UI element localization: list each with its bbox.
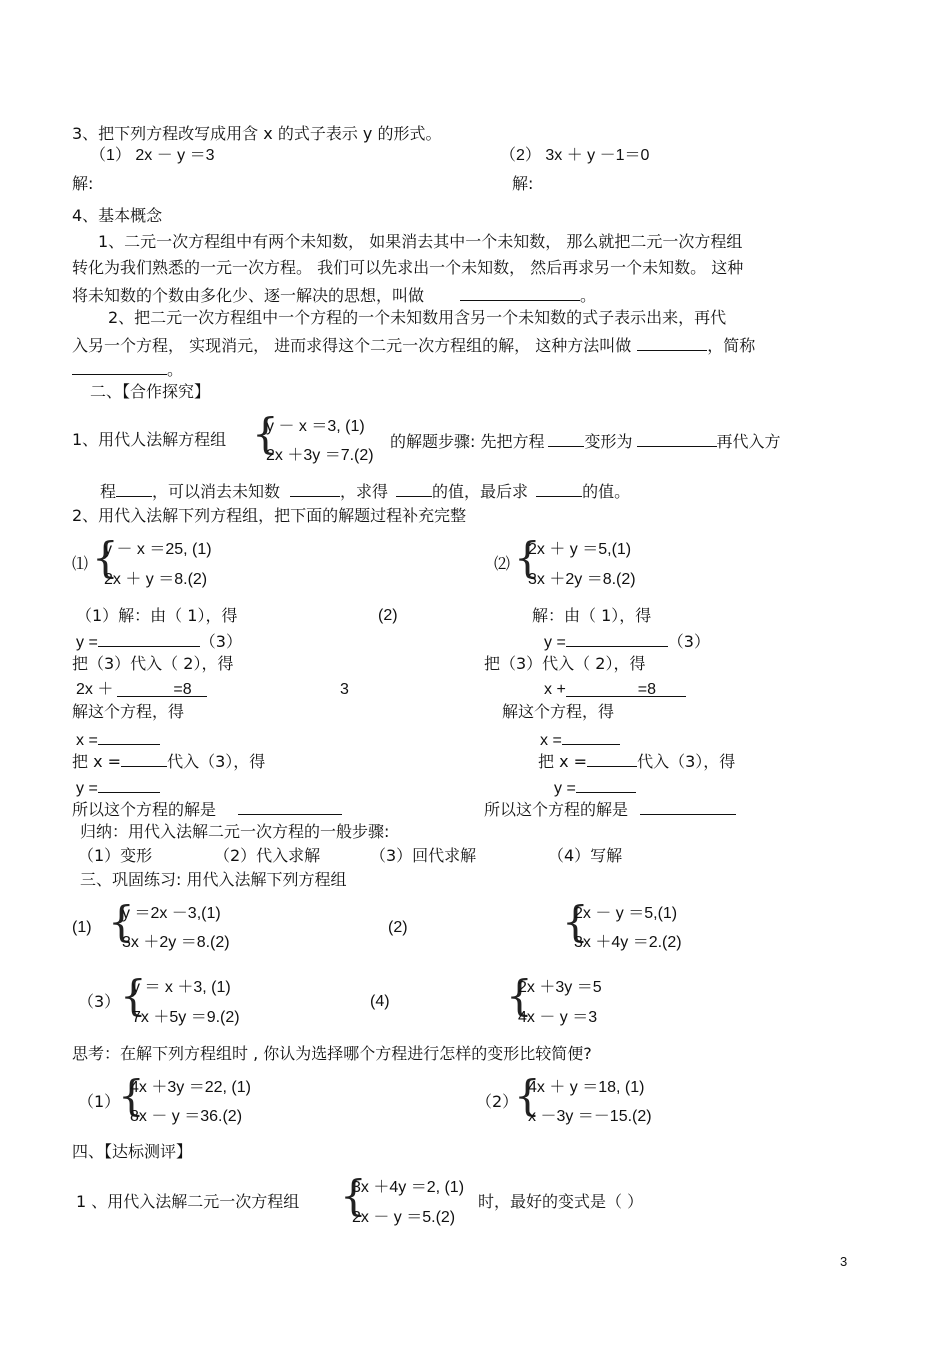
- blank[interactable]: [238, 798, 342, 815]
- brace-icon: {: [252, 409, 279, 458]
- q4-para2-line2: 入另一个方程， 实现消元， 进而求得这个二元一次方程组的解， 这种方法叫做 ，简称: [72, 336, 756, 355]
- think-p2-eq2: x －3y ＝－15.(2): [528, 1108, 652, 1125]
- blank[interactable]: [548, 430, 584, 447]
- blank[interactable]: [98, 776, 160, 793]
- q3-problem-1: （1） 2x － y ＝3: [90, 147, 215, 164]
- sec2-q1-text: 的解题步骤: 先把方程 变形为 再代入方: [390, 432, 781, 451]
- page-number: 3: [840, 1254, 848, 1269]
- section-4-title: 四、【达标测评】: [72, 1142, 193, 1161]
- left-step-8: y =: [76, 776, 160, 799]
- blank-expression[interactable]: =8: [117, 680, 207, 697]
- blank[interactable]: [587, 750, 637, 767]
- sec4-q1-eq2: 2x － y ＝5.(2): [352, 1209, 456, 1226]
- right-step-8: y =: [554, 776, 636, 799]
- q3-solution-2: 解:: [512, 174, 534, 193]
- q3-solution-1: 解:: [72, 174, 94, 193]
- sec2-q1-label: 1、用代人法解方程组: [72, 430, 227, 449]
- sec2-q2-title: 2、用代入法解下列方程组，把下面的解题过程补充完整: [72, 506, 467, 525]
- summary: 归纳：用代入法解二元一次方程的一般步骤:: [80, 822, 390, 841]
- right-step-9: 所以这个方程的解是: [484, 798, 736, 820]
- mid-label-2: (2): [378, 607, 398, 624]
- sec3-p4-label: (4): [370, 993, 390, 1010]
- brace-icon: {: [514, 1071, 541, 1120]
- sec3-p4-eq2: 4x － y ＝3: [518, 1009, 598, 1026]
- think-p2-label: （2）: [476, 1092, 519, 1111]
- think-p1-eq1: 4x ＋3y ＝22, (1): [130, 1079, 251, 1096]
- blank[interactable]: [290, 480, 340, 497]
- q4-para1-line1: 1、二元一次方程组中有两个未知数， 如果消去其中一个未知数， 那么就把二元一次方程组: [98, 232, 743, 251]
- sec2-left-label: ⑴: [72, 554, 89, 573]
- q3-title: 3、把下列方程改写成用含 x 的式子表示 y 的形式。: [72, 124, 442, 143]
- q4-para2-line1: 2、把二元一次方程组中一个方程的一个未知数用含另一个未知数的式子表示出来，再代: [108, 308, 727, 327]
- right-step-7: 把 x = 代入（3），得: [538, 752, 736, 771]
- sec3-p3-eq2: 7x ＋5y ＝9.(2): [132, 1009, 240, 1026]
- brace-icon: {: [514, 533, 541, 582]
- sec2-q1-line2: 程 ，可以消去未知数 ，求得 的值，最后求 的值。: [100, 482, 631, 501]
- sec4-q1-label: 1 、用代入法解二元一次方程组: [76, 1192, 300, 1211]
- blank[interactable]: [562, 728, 620, 745]
- blank[interactable]: [98, 728, 160, 745]
- left-step-2: y = （3）: [76, 632, 242, 651]
- sec4-q1-tail: 时，最好的变式是（ ）: [478, 1192, 644, 1211]
- blank[interactable]: [566, 630, 668, 647]
- step-4: （4）写解: [548, 846, 623, 865]
- think-title: 思考：在解下列方程组时 , 你认为选择哪个方程进行怎样的变形比较简便?: [72, 1044, 592, 1063]
- right-step-1: 解：由（ 1），得: [532, 606, 652, 625]
- step-2: （2）代入求解: [214, 846, 321, 865]
- blank[interactable]: [576, 776, 636, 793]
- q4-para1-line3: 将未知数的个数由多化少、逐一解决的思想，叫做 。: [72, 286, 597, 305]
- sec2-left-eq2: 2x ＋ y ＝8.(2): [104, 571, 208, 588]
- sec3-p2-eq2: 3x ＋4y ＝2.(2): [574, 934, 682, 951]
- think-p2-eq1: 4x ＋ y ＝18, (1): [528, 1079, 645, 1096]
- q4-para1-line2: 转化为我们熟悉的一元一次方程。 我们可以先求出一个未知数， 然后再求另一个未知数。 这种: [72, 258, 744, 277]
- sec3-p1-label: (1): [72, 919, 92, 936]
- brace-icon: {: [120, 971, 147, 1020]
- sec2-right-label: ⑵: [494, 554, 511, 573]
- blank[interactable]: [121, 750, 167, 767]
- sec3-p2-eq1: 2x － y ＝5,(1): [574, 905, 678, 922]
- blank[interactable]: [72, 358, 167, 375]
- blank[interactable]: [396, 480, 432, 497]
- left-step-7: 把 x = 代入（3），得: [72, 752, 266, 771]
- right-step-3: 把（3）代入（ 2），得: [484, 654, 646, 673]
- think-p1-eq2: 8x － y ＝36.(2): [130, 1108, 243, 1125]
- sec2-q1-eq2: 2x ＋3y ＝7.(2): [266, 447, 374, 464]
- blank[interactable]: [116, 480, 152, 497]
- sec4-q1-eq1: 3x ＋4y ＝2, (1): [352, 1179, 465, 1196]
- brace-icon: {: [506, 971, 533, 1020]
- brace-icon: {: [562, 897, 589, 946]
- right-step-5: 解这个方程，得: [502, 702, 615, 721]
- section-2-title: 二、【合作探究】: [90, 382, 211, 401]
- left-step-1: （1）解：由（ 1），得: [76, 606, 238, 625]
- blank[interactable]: [640, 798, 736, 815]
- brace-icon: {: [118, 1071, 145, 1120]
- brace-icon: {: [340, 1171, 367, 1220]
- brace-icon: {: [92, 533, 119, 582]
- sec3-p1-eq1: y ＝2x －3,(1): [122, 905, 221, 922]
- sec2-q1-eq1: y － x ＝3, (1): [266, 418, 365, 435]
- left-step-9: 所以这个方程的解是: [72, 798, 342, 820]
- sec2-right-eq1: 2x ＋ y ＝5,(1): [528, 541, 632, 558]
- left-step-6: x =: [76, 728, 160, 751]
- q4-para2-line3: 。: [72, 358, 183, 380]
- sec3-p2-label: (2): [388, 919, 408, 936]
- step-3: （3）回代求解: [370, 846, 477, 865]
- blank[interactable]: [637, 430, 717, 447]
- step-1: （1）变形: [78, 846, 153, 865]
- sec3-p3-eq1: y ＝ x ＋3, (1): [132, 979, 231, 996]
- section-3-title: 三、巩固练习: 用代入法解下列方程组: [80, 870, 347, 889]
- left-step-5: 解这个方程，得: [72, 702, 185, 721]
- sec2-left-eq1: y － x ＝25, (1): [104, 541, 212, 558]
- left-step-3: 把（3）代入（ 2），得: [72, 654, 234, 673]
- right-step-4: x + =8: [544, 680, 686, 700]
- brace-icon: {: [108, 897, 135, 946]
- sec3-p1-eq2: 3x ＋2y ＝8.(2): [122, 934, 230, 951]
- q4-title: 4、基本概念: [72, 206, 163, 225]
- mid-label-3: 3: [340, 681, 349, 698]
- sec2-right-eq2: 3x ＋2y ＝8.(2): [528, 571, 636, 588]
- blank[interactable]: [460, 284, 580, 301]
- sec3-p4-eq1: 2x ＋3y ＝5: [518, 979, 602, 996]
- sec3-p3-label: （3）: [78, 992, 121, 1011]
- blank[interactable]: [536, 480, 582, 497]
- right-step-6: x =: [540, 728, 620, 751]
- left-step-4: 2x ＋ =8: [76, 680, 207, 700]
- blank[interactable]: [637, 334, 707, 351]
- blank[interactable]: [98, 630, 200, 647]
- blank-expression[interactable]: =8: [566, 680, 686, 697]
- q3-problem-2: （2） 3x ＋ y －1＝0: [500, 147, 650, 164]
- think-p1-label: （1）: [78, 1092, 121, 1111]
- right-step-2: y = （3）: [544, 632, 710, 651]
